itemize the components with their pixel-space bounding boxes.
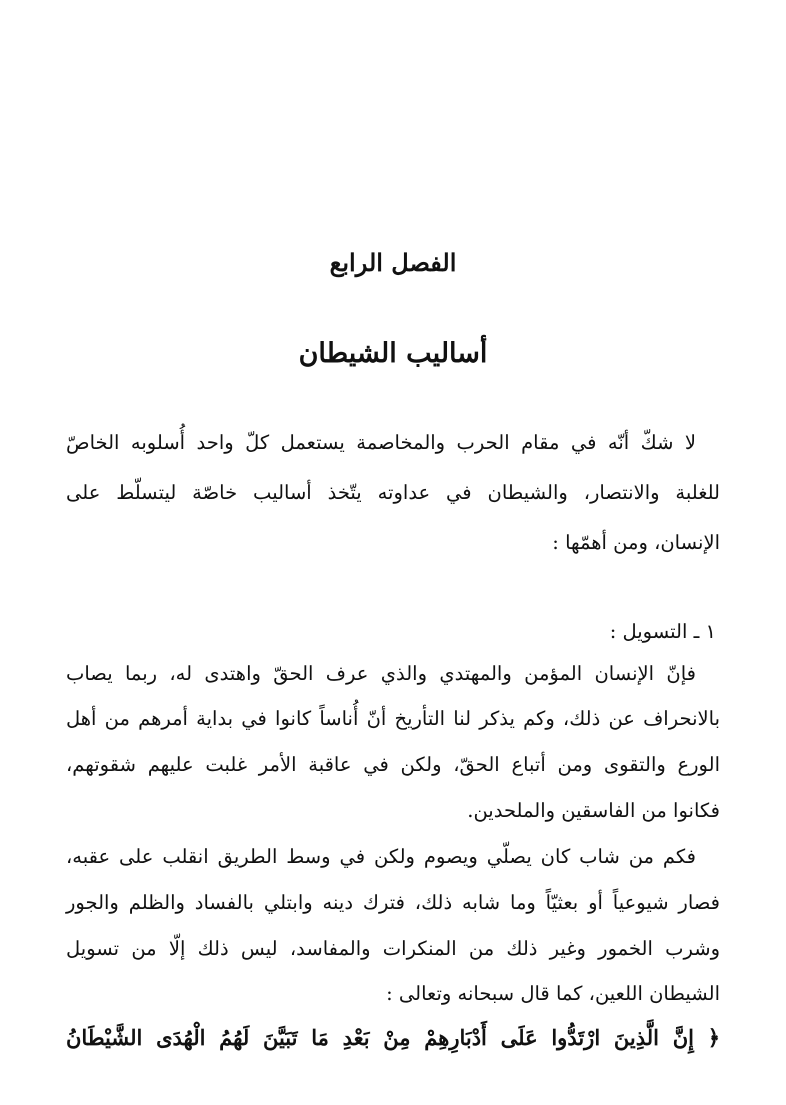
paragraph-2-line-4: الشيطان اللعين، كما قال سبحانه وتعالى : <box>386 982 720 1005</box>
paragraph-2-line-1: فكم من شاب كان يصلّي ويصوم ولكن في وسط الطريق انقلب على عقبه، <box>66 845 696 868</box>
intro-line-3: الإنسان، ومن أهمّها : <box>552 531 720 554</box>
chapter-title: الفصل الرابع <box>329 248 457 277</box>
quran-verse: ﴿ إِنَّ الَّذِينَ ارْتَدُّوا عَلَى أَدْبَارِهِمْ مِنْ بَعْدِ مَا تَبَيَّنَ لَهُمُ الْهُدَى الشَّيْطَانُ <box>66 1025 720 1050</box>
item-heading-tasweel: ١ ـ التسويل : <box>609 620 716 643</box>
section-title: أساليب الشيطان <box>298 338 488 369</box>
intro-line-2: للغلبة والانتصار، والشيطان في عداوته يتّخذ أساليب خاصّة ليتسلّط على <box>66 481 720 504</box>
paragraph-2-line-3: وشرب الخمور وغير ذلك من المنكرات والمفاسد، ليس ذلك إلّا من تسويل <box>66 937 720 960</box>
intro-line-1: لا شكّ أنّه في مقام الحرب والمخاصمة يستعمل كلّ واحد أُسلوبه الخاصّ <box>66 431 696 454</box>
paragraph-2-line-2: فصار شيوعياً أو بعثيّاً وما شابه ذلك، فترك دينه وابتلي بالفساد والظلم والجور <box>66 891 720 914</box>
paragraph-1-line-2: بالانحراف عن ذلك، وكم يذكر لنا التأريخ أنّ أُناساً كانوا في بداية أمرهم من أهل <box>66 707 720 730</box>
paragraph-1-line-4: فكانوا من الفاسقين والملحدين. <box>467 799 720 822</box>
paragraph-1-line-1: فإنّ الإنسان المؤمن والمهتدي والذي عرف الحقّ واهتدى له، ربما يصاب <box>66 662 696 685</box>
paragraph-1-line-3: الورع والتقوى ومن أتباع الحقّ، ولكن في عاقبة الأمر غلبت عليهم شقوتهم، <box>66 753 720 776</box>
